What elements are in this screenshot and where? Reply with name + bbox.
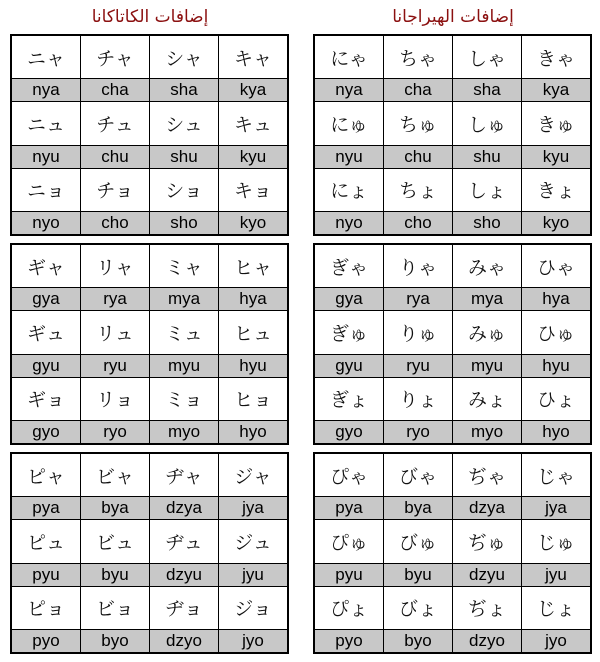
hiragana-romaji: mya (453, 287, 521, 310)
katakana-cell (219, 378, 287, 443)
katakana-kana: ビャ (95, 465, 134, 488)
hiragana-kana: ぎゅ (329, 322, 368, 345)
katakana-kana: ピョ (26, 598, 65, 621)
hiragana-kana: りょ (398, 389, 437, 412)
katakana-cell (12, 454, 80, 519)
hiragana-cell (315, 454, 383, 519)
katakana-kana: ヒョ (233, 389, 272, 412)
hiragana-kana: しょ (467, 180, 506, 203)
katakana-romaji: jya (219, 496, 287, 519)
hiragana-table (313, 34, 592, 661)
hiragana-cell (384, 311, 452, 376)
hiragana-romaji: dzyo (453, 629, 521, 652)
katakana-cell (219, 520, 287, 585)
hiragana-kana: ひゃ (536, 256, 575, 279)
katakana-romaji: pyo (12, 629, 80, 652)
katakana-cell (150, 169, 218, 234)
katakana-cell (219, 587, 287, 652)
hiragana-cell (522, 169, 590, 234)
hiragana-cell (384, 245, 452, 310)
hiragana-kana: りゃ (398, 256, 437, 279)
katakana-kana: リャ (96, 256, 134, 279)
hiragana-kana: にょ (330, 180, 368, 203)
katakana-kana: ギョ (26, 389, 65, 412)
katakana-romaji: kyu (219, 145, 287, 168)
katakana-cell (12, 245, 80, 310)
hiragana-romaji: kyu (522, 145, 590, 168)
hiragana-romaji: byu (384, 563, 452, 586)
katakana-cell (12, 587, 80, 652)
katakana-title: إضافات الكاتاكانا (91, 7, 209, 27)
hiragana-cell (522, 587, 590, 652)
hiragana-kana: ぢょ (467, 598, 506, 621)
hiragana-kana: びょ (398, 598, 437, 621)
hiragana-romaji: bya (384, 496, 452, 519)
katakana-romaji: myo (150, 420, 218, 443)
hiragana-kana: にゅ (330, 113, 368, 136)
hiragana-cell (315, 169, 383, 234)
katakana-kana: ショ (165, 180, 203, 203)
katakana-cell (81, 169, 149, 234)
hiragana-kana: みゅ (467, 322, 506, 345)
katakana-romaji: sha (150, 78, 218, 101)
katakana-kana: ヂャ (165, 465, 203, 488)
katakana-romaji: nyo (12, 211, 80, 234)
hiragana-kana: きゃ (536, 47, 575, 70)
katakana-group-3 (10, 452, 289, 654)
hiragana-kana: みょ (467, 389, 506, 412)
hiragana-romaji: hyo (522, 420, 590, 443)
katakana-kana: ジョ (234, 598, 272, 621)
katakana-cell (12, 378, 80, 443)
katakana-kana: ギャ (26, 256, 65, 279)
katakana-kana: リョ (96, 389, 134, 412)
katakana-romaji: mya (150, 287, 218, 310)
hiragana-cell (384, 378, 452, 443)
hiragana-kana: みゃ (467, 256, 506, 279)
katakana-romaji: dzyo (150, 629, 218, 652)
katakana-romaji: myu (150, 354, 218, 377)
hiragana-romaji: nyu (315, 145, 383, 168)
katakana-cell (150, 520, 218, 585)
katakana-cell (81, 311, 149, 376)
hiragana-cell (384, 587, 452, 652)
katakana-romaji: dzyu (150, 563, 218, 586)
katakana-romaji: shu (150, 145, 218, 168)
katakana-cell (81, 245, 149, 310)
katakana-romaji: pya (12, 496, 80, 519)
hiragana-cell (522, 245, 590, 310)
hiragana-romaji: hyu (522, 354, 590, 377)
hiragana-cell (522, 102, 590, 167)
katakana-cell (150, 587, 218, 652)
katakana-cell (12, 520, 80, 585)
katakana-romaji: hya (219, 287, 287, 310)
hiragana-romaji: sho (453, 211, 521, 234)
hiragana-romaji: gya (315, 287, 383, 310)
katakana-cell (219, 245, 287, 310)
katakana-cell (150, 378, 218, 443)
katakana-cell (219, 169, 287, 234)
katakana-romaji: ryo (81, 420, 149, 443)
katakana-romaji: sho (150, 211, 218, 234)
hiragana-kana: ぢゅ (467, 531, 506, 554)
katakana-kana: ジュ (234, 531, 272, 554)
katakana-kana: ピュ (26, 531, 65, 554)
hiragana-cell (522, 311, 590, 376)
hiragana-romaji: shu (453, 145, 521, 168)
katakana-romaji: nya (12, 78, 80, 101)
hiragana-romaji: chu (384, 145, 452, 168)
hiragana-kana: しゃ (467, 47, 506, 70)
katakana-kana: ヒュ (233, 322, 272, 345)
hiragana-kana: ぴょ (329, 598, 368, 621)
katakana-romaji: hyo (219, 420, 287, 443)
hiragana-romaji: pya (315, 496, 383, 519)
katakana-romaji: chu (81, 145, 149, 168)
katakana-cell (219, 311, 287, 376)
hiragana-cell (522, 378, 590, 443)
katakana-cell (12, 36, 80, 101)
hiragana-romaji: nya (315, 78, 383, 101)
katakana-group-1 (10, 34, 289, 236)
hiragana-kana: きょ (536, 180, 575, 203)
hiragana-cell (315, 378, 383, 443)
katakana-romaji: jyo (219, 629, 287, 652)
hiragana-group-1 (313, 34, 592, 236)
katakana-cell (81, 587, 149, 652)
hiragana-kana: りゅ (398, 322, 437, 345)
hiragana-romaji: myu (453, 354, 521, 377)
hiragana-cell (315, 102, 383, 167)
hiragana-kana: びゅ (398, 531, 437, 554)
hiragana-kana: にゃ (330, 47, 368, 70)
hiragana-cell (384, 102, 452, 167)
katakana-kana: チュ (96, 113, 134, 136)
hiragana-romaji: jyo (522, 629, 590, 652)
katakana-kana: シャ (165, 47, 203, 70)
katakana-romaji: byu (81, 563, 149, 586)
katakana-kana: ピャ (26, 465, 65, 488)
hiragana-kana: しゅ (467, 113, 506, 136)
katakana-kana: シュ (165, 113, 203, 136)
hiragana-romaji: cho (384, 211, 452, 234)
katakana-cell (219, 102, 287, 167)
hiragana-cell (384, 169, 452, 234)
hiragana-romaji: dzyu (453, 563, 521, 586)
katakana-kana: キャ (233, 47, 272, 70)
katakana-kana: ミュ (165, 322, 203, 345)
katakana-cell (81, 454, 149, 519)
katakana-romaji: gyo (12, 420, 80, 443)
katakana-kana: キョ (233, 180, 272, 203)
katakana-romaji: rya (81, 287, 149, 310)
hiragana-cell (315, 311, 383, 376)
katakana-kana: ヂュ (165, 531, 203, 554)
hiragana-cell (453, 311, 521, 376)
katakana-romaji: dzya (150, 496, 218, 519)
hiragana-romaji: sha (453, 78, 521, 101)
hiragana-cell (522, 520, 590, 585)
hiragana-kana: ひゅ (536, 322, 575, 345)
katakana-kana: ビュ (95, 531, 134, 554)
hiragana-romaji: pyo (315, 629, 383, 652)
hiragana-cell (453, 587, 521, 652)
hiragana-group-3 (313, 452, 592, 654)
katakana-cell (219, 454, 287, 519)
hiragana-cell (315, 245, 383, 310)
katakana-cell (150, 311, 218, 376)
hiragana-cell (315, 36, 383, 101)
katakana-kana: ニュ (26, 113, 65, 136)
hiragana-cell (522, 454, 590, 519)
hiragana-romaji: kya (522, 78, 590, 101)
hiragana-cell (453, 454, 521, 519)
katakana-romaji: jyu (219, 563, 287, 586)
katakana-kana: ヒャ (233, 256, 272, 279)
hiragana-kana: ぢゃ (467, 465, 506, 488)
hiragana-romaji: jya (522, 496, 590, 519)
hiragana-kana: じゅ (536, 531, 575, 554)
katakana-kana: チャ (96, 47, 134, 70)
katakana-kana: チョ (96, 180, 134, 203)
katakana-romaji: cha (81, 78, 149, 101)
hiragana-kana: じょ (536, 598, 575, 621)
katakana-romaji: kya (219, 78, 287, 101)
hiragana-romaji: cha (384, 78, 452, 101)
hiragana-cell (453, 245, 521, 310)
katakana-romaji: pyu (12, 563, 80, 586)
katakana-cell (150, 454, 218, 519)
katakana-kana: ミャ (165, 256, 203, 279)
katakana-cell (219, 36, 287, 101)
katakana-romaji: cho (81, 211, 149, 234)
katakana-cell (150, 36, 218, 101)
hiragana-kana: ちゅ (398, 113, 437, 136)
hiragana-kana: ぴゅ (329, 531, 368, 554)
katakana-cell (81, 102, 149, 167)
hiragana-cell (453, 169, 521, 234)
katakana-kana: キュ (233, 113, 272, 136)
katakana-kana: ヂョ (165, 598, 203, 621)
katakana-cell (150, 245, 218, 310)
hiragana-romaji: pyu (315, 563, 383, 586)
katakana-romaji: nyu (12, 145, 80, 168)
hiragana-kana: ぴゃ (329, 465, 368, 488)
hiragana-cell (384, 520, 452, 585)
hiragana-group-2 (313, 243, 592, 445)
hiragana-cell (384, 36, 452, 101)
katakana-kana: ギュ (26, 322, 65, 345)
katakana-romaji: kyo (219, 211, 287, 234)
hiragana-romaji: ryu (384, 354, 452, 377)
katakana-romaji: gya (12, 287, 80, 310)
katakana-cell (12, 169, 80, 234)
katakana-kana: ミョ (165, 389, 203, 412)
katakana-romaji: hyu (219, 354, 287, 377)
katakana-kana: ビョ (95, 598, 134, 621)
katakana-kana: ニョ (26, 180, 65, 203)
katakana-kana: リュ (96, 322, 134, 345)
katakana-cell (81, 36, 149, 101)
hiragana-kana: びゃ (398, 465, 437, 488)
katakana-kana: ジャ (234, 465, 272, 488)
hiragana-cell (453, 102, 521, 167)
katakana-cell (12, 102, 80, 167)
hiragana-cell (522, 36, 590, 101)
hiragana-kana: じゃ (536, 465, 575, 488)
hiragana-romaji: hya (522, 287, 590, 310)
hiragana-kana: ぎゃ (329, 256, 368, 279)
hiragana-romaji: byo (384, 629, 452, 652)
katakana-cell (81, 520, 149, 585)
hiragana-romaji: myo (453, 420, 521, 443)
hiragana-cell (453, 520, 521, 585)
hiragana-kana: ちゃ (398, 47, 437, 70)
hiragana-romaji: jyu (522, 563, 590, 586)
katakana-cell (12, 311, 80, 376)
hiragana-romaji: dzya (453, 496, 521, 519)
hiragana-romaji: rya (384, 287, 452, 310)
katakana-table (10, 34, 289, 661)
katakana-cell (81, 378, 149, 443)
hiragana-cell (453, 36, 521, 101)
katakana-kana: ニャ (26, 47, 65, 70)
hiragana-romaji: ryo (384, 420, 452, 443)
katakana-romaji: gyu (12, 354, 80, 377)
hiragana-cell (315, 520, 383, 585)
hiragana-kana: ひょ (536, 389, 575, 412)
hiragana-kana: きゅ (536, 113, 575, 136)
katakana-cell (150, 102, 218, 167)
katakana-romaji: ryu (81, 354, 149, 377)
katakana-group-2 (10, 243, 289, 445)
hiragana-title: إضافات الهيراجانا (392, 7, 514, 27)
hiragana-cell (384, 454, 452, 519)
hiragana-cell (453, 378, 521, 443)
katakana-romaji: bya (81, 496, 149, 519)
hiragana-cell (315, 587, 383, 652)
hiragana-romaji: gyu (315, 354, 383, 377)
katakana-romaji: byo (81, 629, 149, 652)
hiragana-kana: ぎょ (329, 389, 368, 412)
hiragana-romaji: kyo (522, 211, 590, 234)
hiragana-romaji: nyo (315, 211, 383, 234)
hiragana-romaji: gyo (315, 420, 383, 443)
hiragana-kana: ちょ (398, 180, 437, 203)
